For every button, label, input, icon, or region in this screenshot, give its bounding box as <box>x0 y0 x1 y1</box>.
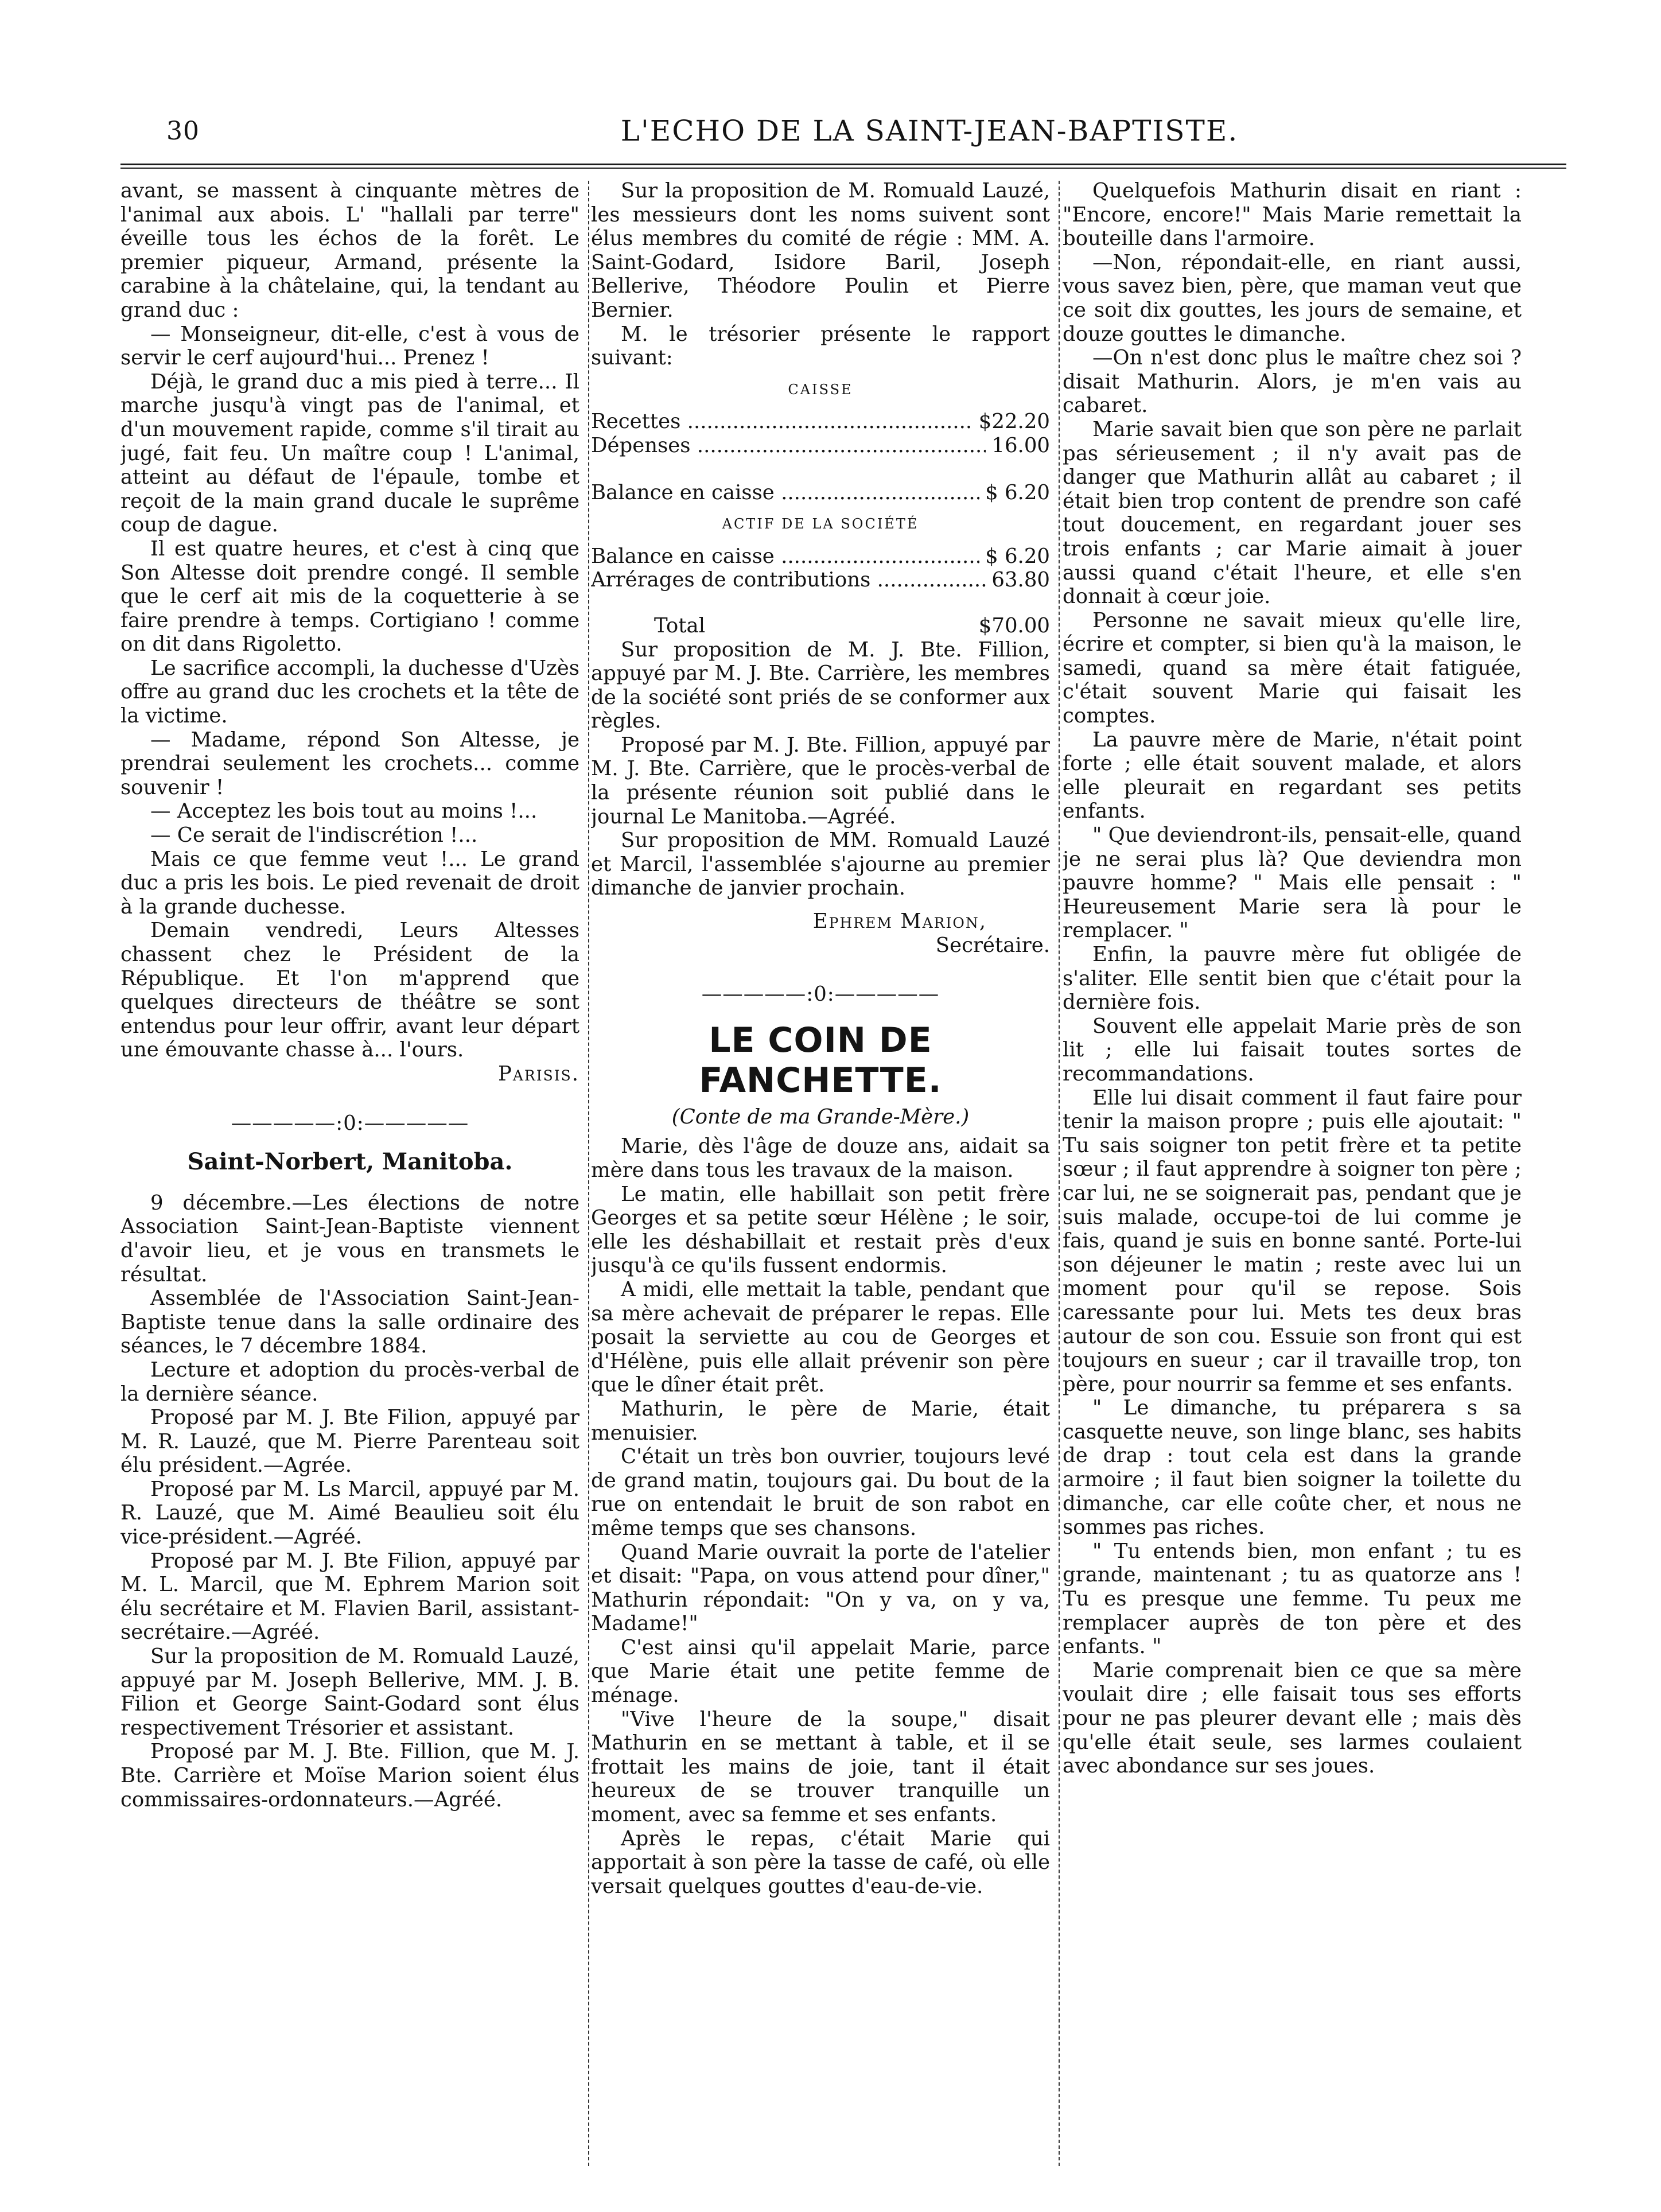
paragraph: Le sacrifice accompli, la duchesse d'Uzès offre au grand duc les crochets et la tête de la victime. <box>120 656 579 728</box>
paragraph: Déjà, le grand duc a mis pied à terre... Il marche jusqu'à vingt pas de l'animal, et d'un mouvement rapide, comme s'il tirait au jugé, fait feu. Un maître coup ! L'animal, atteint au défaut de l'épaule, tombe et reçoit de la main grand ducale le suprême coup de dague. <box>120 370 579 537</box>
journal-title: L'ECHO DE LA SAINT-JEAN-BAPTISTE. <box>620 114 1239 147</box>
paragraph: Mais ce que femme veut !... Le grand duc a pris les bois. Le pied revenait de droit à la grande duchesse. <box>120 847 579 919</box>
total-label: Total <box>654 613 706 637</box>
section-ornament: —————:0:————— <box>231 1111 469 1135</box>
ledger-label: Balance en caisse ..... <box>591 545 979 569</box>
actif-heading: ACTIF DE LA SOCIÉTÉ <box>722 516 919 532</box>
paragraph: Proposé par M. J. Bte. Fillion, appuyé par M. J. Bte. Carrière, que le procès-verbal de la présente réunion soit publié dans le journal Le Manitoba.—Agréé. <box>591 733 1050 829</box>
story-subtitle: (Conte de ma Grande-Mère.) <box>671 1105 970 1129</box>
ledger-label: Balance en caisse ..... <box>591 481 979 505</box>
paragraph: La pauvre mère de Marie, n'était point forte ; elle était souvent malade, et alors elle pleurait en regardant ses petits enfants. <box>1063 728 1522 823</box>
paragraph: Sur la proposition de M. Romuald Lauzé, les messieurs dont les noms suivent sont élus membres du comité de régie : MM. A. Saint-Godard, Isidore Baril, Joseph Bellerive, Théodore Poulin et Pierre Bernier. <box>591 179 1050 322</box>
ledger-row-balance <box>591 481 1050 505</box>
paragraph: C'était un très bon ouvrier, toujours levé de grand matin, toujours gai. Du bout de la rue on entendait le bruit de son rabot en même temps que ses chansons. <box>591 1445 1050 1540</box>
paragraph: avant, se massent à cinquante mètres de l'animal aux abois. L' "hallali par terre" éveille tous les échos de la forêt. Le premier piqueur, Armand, présente la carabine à la châtelaine, qui, la tendant au grand duc : <box>120 179 579 322</box>
paragraph: Sur la proposition de M. Romuald Lauzé, appuyé par M. Joseph Bellerive, MM. J. B. Filion et George Saint-Godard sont élus respectivement Trésorier et assistant. <box>120 1645 579 1740</box>
paragraph: Le matin, elle habillait son petit frère Georges et sa petite sœur Hélène ; le soir, elle les déshabillait et restait près d'eux jusqu'à ce qu'ils fussent endormis. <box>591 1182 1050 1278</box>
ledger-amount: $ 6.20 <box>985 480 1050 504</box>
paragraph: — Ce serait de l'indiscrétion !... <box>150 823 478 848</box>
paragraph: Marie savait bien que son père ne parlait pas sérieusement ; il n'y avait pas de danger que Mathurin allât au cabaret ; il était bien trop content de prendre son café tout doucement, en regardant jouer ses trois enfants ; car Marie aimait à jouer aussi quand c'était l'heure, et elle s'en donnait à cœur joie. <box>1063 417 1522 609</box>
page-header <box>120 112 1566 158</box>
signature: Parisis. <box>497 1062 579 1086</box>
paragraph: " Que deviendront-ils, pensait-elle, quand je ne serai plus là? Que deviendra mon pauvre homme? " Mais elle pensait : " Heureusement Marie sera là pour le remplacer. " <box>1063 823 1522 943</box>
paragraph: C'est ainsi qu'il appelait Marie, parce que Marie était une petite femme de ménage. <box>591 1635 1050 1708</box>
paragraph: —Non, répondait-elle, en riant aussi, vous savez bien, père, que maman veut que ce soit dix gouttes, les jours de semaine, et douze gouttes le dimanche. <box>1063 250 1522 346</box>
paragraph: Quand Marie ouvrait la porte de l'atelier et disait: "Papa, on vous attend pour dîner," Mathurin répondait: "On y va, on y va, Madame!" <box>591 1540 1050 1636</box>
paragraph: — Acceptez les bois tout au moins !... <box>150 799 538 823</box>
header-rule <box>120 164 1566 165</box>
paragraph: " Tu entends bien, mon enfant ; tu es grande, maintenant ; tu as quatorze ans ! Tu es presque une femme. Tu peux me remplacer auprès de ton père et des enfants. " <box>1063 1539 1522 1659</box>
total-amount: $70.00 <box>978 613 1050 637</box>
paragraph: Enfin, la pauvre mère fut obligée de s'aliter. Elle sentit bien que c'était pour la dernière fois. <box>1063 943 1522 1014</box>
paragraph: " Le dimanche, tu préparera s sa casquette neuve, son linge blanc, ses habits de drap : tout cela est dans la grande armoire ; il faut bien soigner la toilette du dimanche, car elle coûte cher, et nous ne sommes pas riches. <box>1063 1396 1522 1540</box>
ledger-row-recettes <box>591 410 1050 434</box>
paragraph: A midi, elle mettait la table, pendant que sa mère achevait de préparer le repas. Elle posait la serviette au cou de Georges et d'Hélène, puis elle allait prévenir son père que le dîner était prêt. <box>591 1277 1050 1397</box>
ledger-label: Recettes ..... <box>591 410 973 434</box>
paragraph: Quelquefois Mathurin disait en riant : "Encore, encore!" Mais Marie remettait la bouteille dans l'armoire. <box>1063 179 1522 251</box>
signature-name: Ephrem Marion, <box>812 909 987 934</box>
column-3 <box>1063 179 1522 2187</box>
paragraph: — Madame, répond Son Altesse, je prendrai seulement les crochets... comme souvenir ! <box>120 728 579 799</box>
paragraph: Mathurin, le père de Marie, était menuisier. <box>591 1397 1050 1445</box>
paragraph: Proposé par M. J. Bte Filion, appuyé par M. R. Lauzé, que M. Pierre Parenteau soit élu président.—Agrée. <box>120 1406 579 1478</box>
paragraph: Personne ne savait mieux qu'elle lire, écrire et compter, si bien qu'à la maison, le samedi, quand sa mère était fatiguée, c'était souvent Marie qui faisait les comptes. <box>1063 608 1522 728</box>
ledger-row-balance-actif <box>591 545 1050 569</box>
ledger-row-arrerages <box>591 568 1050 592</box>
column-2 <box>591 179 1050 2187</box>
paragraph: —On n'est donc plus le maître chez soi ? disait Mathurin. Alors, je m'en vais au cabaret. <box>1063 346 1522 418</box>
ledger-row-depenses <box>591 434 1050 458</box>
paragraph: Lecture et adoption du procès-verbal de la dernière séance. <box>120 1358 579 1406</box>
ledger-amount: 16.00 <box>991 433 1050 457</box>
section-ornament: —————:0:————— <box>701 982 940 1006</box>
paragraph: Proposé par M. Ls Marcil, appuyé par M. R. Lauzé, que M. Aimé Beaulieu soit élu vice-président.—Agréé. <box>120 1477 579 1549</box>
paragraph: Souvent elle appelait Marie près de son lit ; elle lui faisait toutes sortes de recommandations. <box>1063 1014 1522 1086</box>
story-title: LE COIN DE FANCHETTE. <box>699 1020 942 1101</box>
column-divider <box>588 181 589 2166</box>
ledger-label: Arrérages de contributions ..... <box>591 568 986 592</box>
ledger-amount: $22.20 <box>978 410 1050 434</box>
page-number: 30 <box>166 116 200 146</box>
ledger-amount: $ 6.20 <box>985 544 1050 568</box>
header-rule-thin <box>120 168 1566 169</box>
paragraph: Marie comprenait bien ce que sa mère voulait dire ; elle faisait tous ses efforts pour ne pas pleurer devant elle ; mais dès qu'elle était seule, ses larmes coulaient avec abondance sur ses joues. <box>1063 1658 1522 1778</box>
paragraph: 9 décembre.—Les élections de notre Association Saint-Jean-Baptiste viennent d'avoir lieu, et je vous en transmets le résultat. <box>120 1191 579 1286</box>
ledger-amount: 63.80 <box>991 568 1050 592</box>
paragraph: Sur proposition de M. J. Bte. Fillion, appuyé par M. J. Bte. Carrière, les membres de la société sont priés de se conformer aux règles. <box>591 637 1050 733</box>
paragraph: M. le trésorier présente le rapport suivant: <box>591 322 1050 370</box>
paragraph: — Monseigneur, dit-elle, c'est à vous de servir le cerf aujourd'hui... Prenez ! <box>120 322 579 370</box>
ledger-label: Dépenses ..... <box>591 434 986 458</box>
ledger-total <box>591 614 1050 638</box>
paragraph: Il est quatre heures, et c'est à cinq que Son Altesse doit prendre congé. Il semble que le cerf ait mis de la coquetterie à se faire prendre à temps. Cortigiano ! comme on dit dans Rigoletto. <box>120 537 579 656</box>
caisse-heading: CAISSE <box>788 381 853 398</box>
paragraph: Sur proposition de MM. Romuald Lauzé et Marcil, l'assemblée s'ajourne au premier dimanche de janvier prochain. <box>591 829 1050 900</box>
paragraph: Après le repas, c'était Marie qui apportait à son père la tasse de café, où elle versait quelques gouttes d'eau-de-vie. <box>591 1826 1050 1898</box>
signature-title: Secrétaire. <box>935 933 1050 957</box>
paragraph: Assemblée de l'Association Saint-Jean-Baptiste tenue dans la salle ordinaire des séances, le 7 décembre 1884. <box>120 1286 579 1358</box>
paragraph: "Vive l'heure de la soupe," disait Mathurin en se mettant à table, et il se frottait les mains de joie, tant il était heureux de se trouver tranquille un moment, avec sa femme et ses enfants. <box>591 1707 1050 1827</box>
column-1 <box>120 179 579 2187</box>
paragraph: Proposé par M. J. Bte. Fillion, que M. J. Bte. Carrière et Moïse Marion soient élus commissaires-ordonnateurs.—Agréé. <box>120 1740 579 1811</box>
section-title: Saint-Norbert, Manitoba. <box>187 1148 513 1176</box>
paragraph: Marie, dès l'âge de douze ans, aidait sa mère dans tous les travaux de la maison. <box>591 1134 1050 1182</box>
paragraph: Demain vendredi, Leurs Altesses chassent chez le Président de la République. Et l'on m'apprend que quelques directeurs de théâtre se sont entendus pour leur offrir, avant leur départ une émouvante chasse à... l'ours. <box>120 919 579 1062</box>
paragraph: Elle lui disait comment il faut faire pour tenir la maison propre ; puis elle ajoutait: " Tu sais soigner ton petit frère et ta petite sœur ; il faut apprendre à soigner ton père ; car lui, ne se soignerait pas, pendant que je suis malade, occupe-toi de lui comme je fais, quand je suis en bonne santé. Porte-lui son déjeuner le matin ; reste avec lui un moment pour qu'il se repose. Sois caressante pour lui. Mets tes deux bras autour de son cou. Essuie son front qui est toujours en sueur ; car il travaille trop, ton père, pour nourrir sa femme et ses enfants. <box>1063 1086 1522 1396</box>
paragraph: Proposé par M. J. Bte Filion, appuyé par M. L. Marcil, que M. Ephrem Marion soit élu secrétaire et M. Flavien Baril, assistant-secrétaire.—Agréé. <box>120 1549 579 1645</box>
column-divider <box>1059 181 1060 2166</box>
